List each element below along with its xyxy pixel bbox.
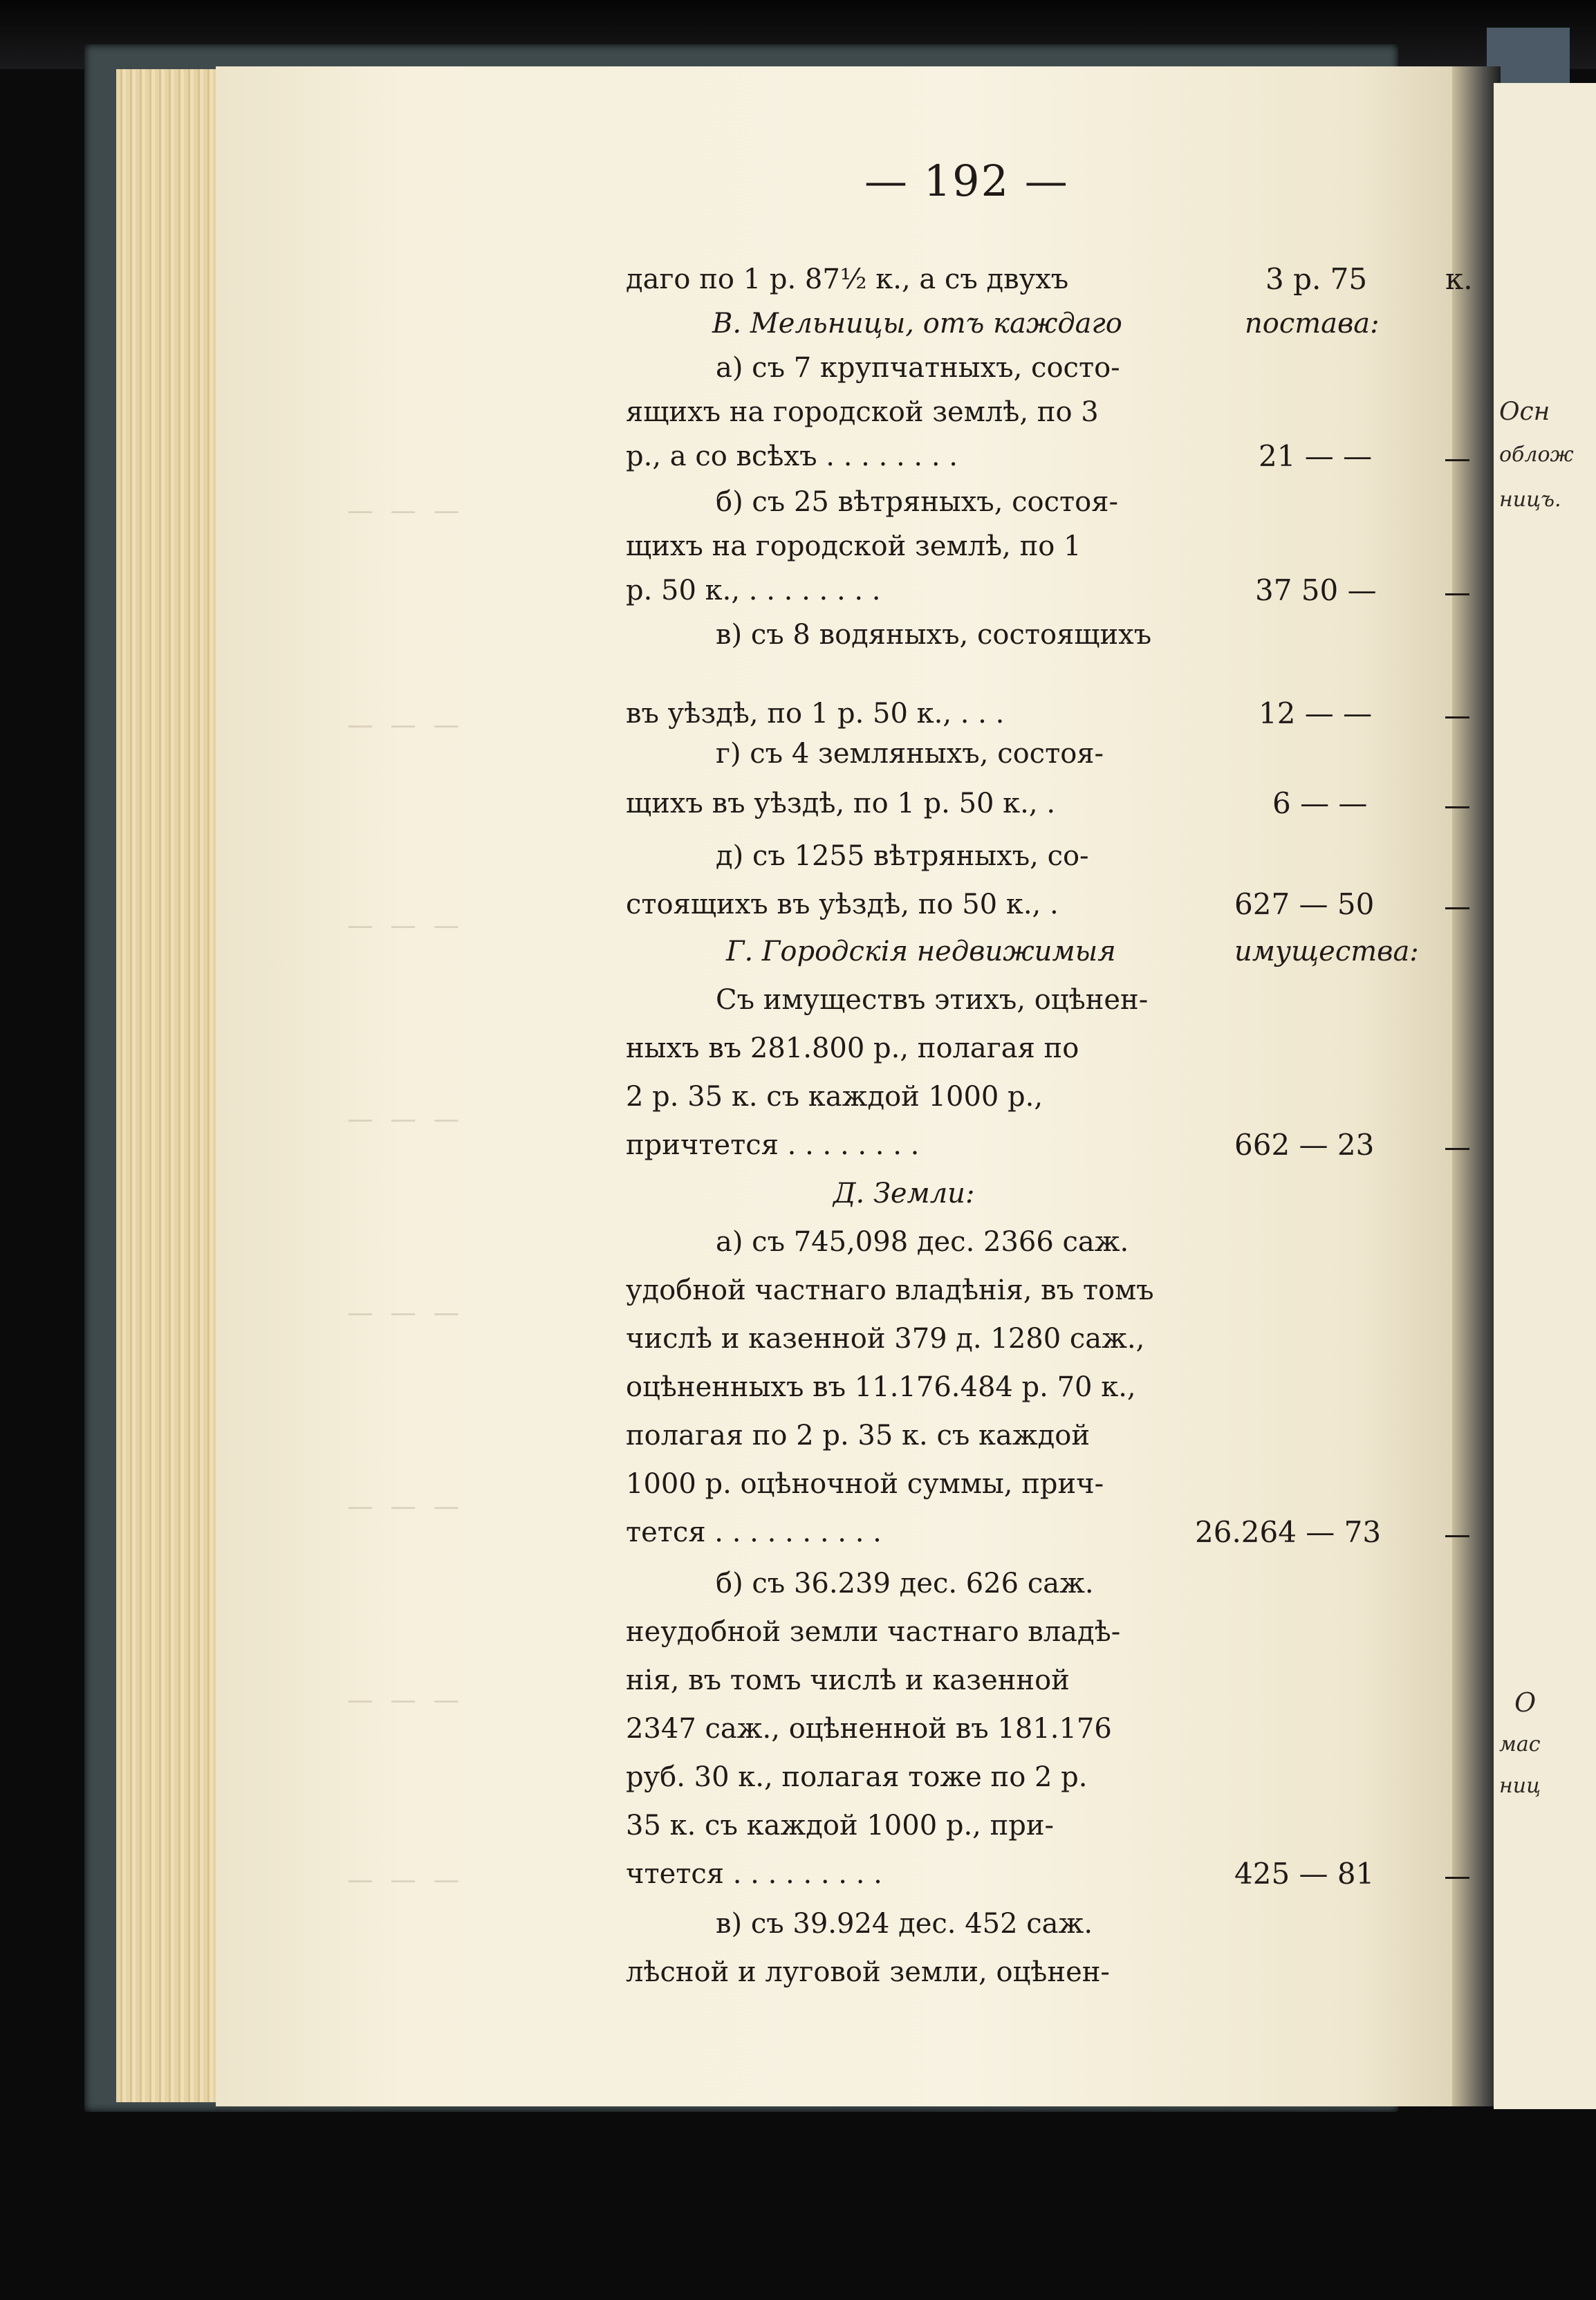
column-dash: [1445, 716, 1469, 718]
amount: 26.264 — 73: [1195, 1515, 1382, 1549]
text-line: неудобной земли частнаго владѣ-: [626, 1616, 1121, 1648]
next-page-heading: облож: [1499, 443, 1574, 467]
text-line: ящихъ на городской землѣ, по 3: [626, 396, 1099, 428]
text-line: 35 к. съ каждой 1000 р., при-: [626, 1810, 1055, 1842]
text-line: а) съ 745,098 дес. 2366 саж.: [716, 1226, 1129, 1258]
show-through: — — —: [347, 1104, 460, 1134]
amount-unit: к.: [1445, 262, 1473, 296]
text-line: даго по 1 р. 87½ к., а съ двухъ: [626, 263, 1069, 295]
text-line: лѣсной и луговой земли, оцѣнен-: [626, 1956, 1110, 1988]
amount: 662 — 23: [1234, 1128, 1375, 1162]
amount: 37 50 —: [1255, 573, 1377, 607]
heading-tail: имущества:: [1234, 936, 1419, 967]
right-page-fragment: [1494, 83, 1596, 2109]
text-line: 2347 саж., оцѣненной въ 181.176: [626, 1713, 1112, 1745]
text-line: удобной частнаго владѣнія, въ томъ: [626, 1274, 1154, 1306]
show-through: — — —: [347, 1297, 460, 1328]
text-line: в) съ 8 водяныхъ, состоящихъ: [716, 619, 1152, 651]
section-heading: В. Мельницы, отъ каждаго: [712, 308, 1122, 340]
amount: 627 — 50: [1234, 887, 1375, 921]
text-line: г) съ 4 земляныхъ, состоя-: [716, 738, 1104, 770]
text-line: чтется . . . . . . . . .: [626, 1858, 882, 1890]
page-edges: [116, 69, 216, 2102]
amount: 6 — —: [1272, 786, 1368, 820]
text-line: б) съ 25 вѣтряныхъ, состоя-: [716, 486, 1118, 518]
column-dash: [1445, 593, 1469, 595]
text-line: р., а со всѣхъ . . . . . . . .: [626, 440, 958, 472]
next-page-heading: ниц: [1499, 1774, 1541, 1798]
text-line: тется . . . . . . . . . .: [626, 1517, 882, 1548]
show-through: — — —: [347, 1491, 460, 1521]
text-line: оцѣненныхъ въ 11.176.484 р. 70 к.,: [626, 1371, 1136, 1403]
amount: 12 — —: [1259, 696, 1373, 730]
text-line: д) съ 1255 вѣтряныхъ, со-: [716, 840, 1089, 872]
text-line: щихъ на городской землѣ, по 1: [626, 530, 1082, 562]
section-heading: Д. Земли:: [833, 1178, 975, 1209]
next-page-heading: мас: [1499, 1732, 1541, 1756]
heading-tail: постава:: [1245, 308, 1380, 340]
amount: 425 — 81: [1234, 1857, 1375, 1891]
column-dash: [1445, 806, 1469, 808]
next-page-heading: Осн: [1499, 398, 1550, 426]
text-line: ныхъ въ 281.800 р., полагая по: [626, 1032, 1079, 1064]
text-line: Съ имуществъ этихъ, оцѣнен-: [716, 984, 1149, 1016]
show-through: — — —: [347, 1685, 460, 1715]
text-line: причтется . . . . . . . .: [626, 1129, 920, 1161]
text-line: 2 р. 35 к. съ каждой 1000 р.,: [626, 1081, 1043, 1113]
column-dash: [1445, 1877, 1469, 1879]
show-through: — — —: [347, 910, 460, 940]
text-line: въ уѣздѣ, по 1 р. 50 к., . . .: [626, 698, 1005, 730]
text-line: 1000 р. оцѣночной суммы, прич-: [626, 1468, 1104, 1500]
column-dash: [1445, 459, 1469, 461]
text-line: нія, въ томъ числѣ и казенной: [626, 1664, 1070, 1696]
amount: 3 р. 75: [1265, 262, 1368, 296]
text-line: стоящихъ въ уѣздѣ, по 50 к., .: [626, 889, 1059, 920]
next-page-heading: О: [1514, 1687, 1537, 1718]
amount: 21 — —: [1259, 439, 1373, 473]
text-line: а) съ 7 крупчатныхъ, состо-: [716, 352, 1120, 384]
text-line: щихъ въ уѣздѣ, по 1 р. 50 к., .: [626, 788, 1056, 819]
column-dash: [1445, 907, 1469, 909]
next-page-heading: ницъ.: [1499, 488, 1561, 512]
show-through: — — —: [347, 1864, 460, 1895]
text-line: р. 50 к., . . . . . . . .: [626, 575, 881, 606]
text-line: б) съ 36.239 дес. 626 саж.: [716, 1568, 1094, 1599]
section-heading: Г. Городскія недвижимыя: [726, 936, 1116, 967]
show-through: — — —: [347, 495, 460, 526]
show-through: — — —: [347, 710, 460, 740]
text-line: в) съ 39.924 дес. 452 саж.: [716, 1908, 1093, 1940]
column-dash: [1445, 1148, 1469, 1150]
text-line: числѣ и казенной 379 д. 1280 саж.,: [626, 1323, 1145, 1355]
page-number: — 192 —: [864, 156, 1069, 206]
column-dash: [1445, 1535, 1469, 1537]
text-line: руб. 30 к., полагая тоже по 2 р.: [626, 1761, 1088, 1793]
text-line: полагая по 2 р. 35 к. съ каждой: [626, 1420, 1091, 1452]
